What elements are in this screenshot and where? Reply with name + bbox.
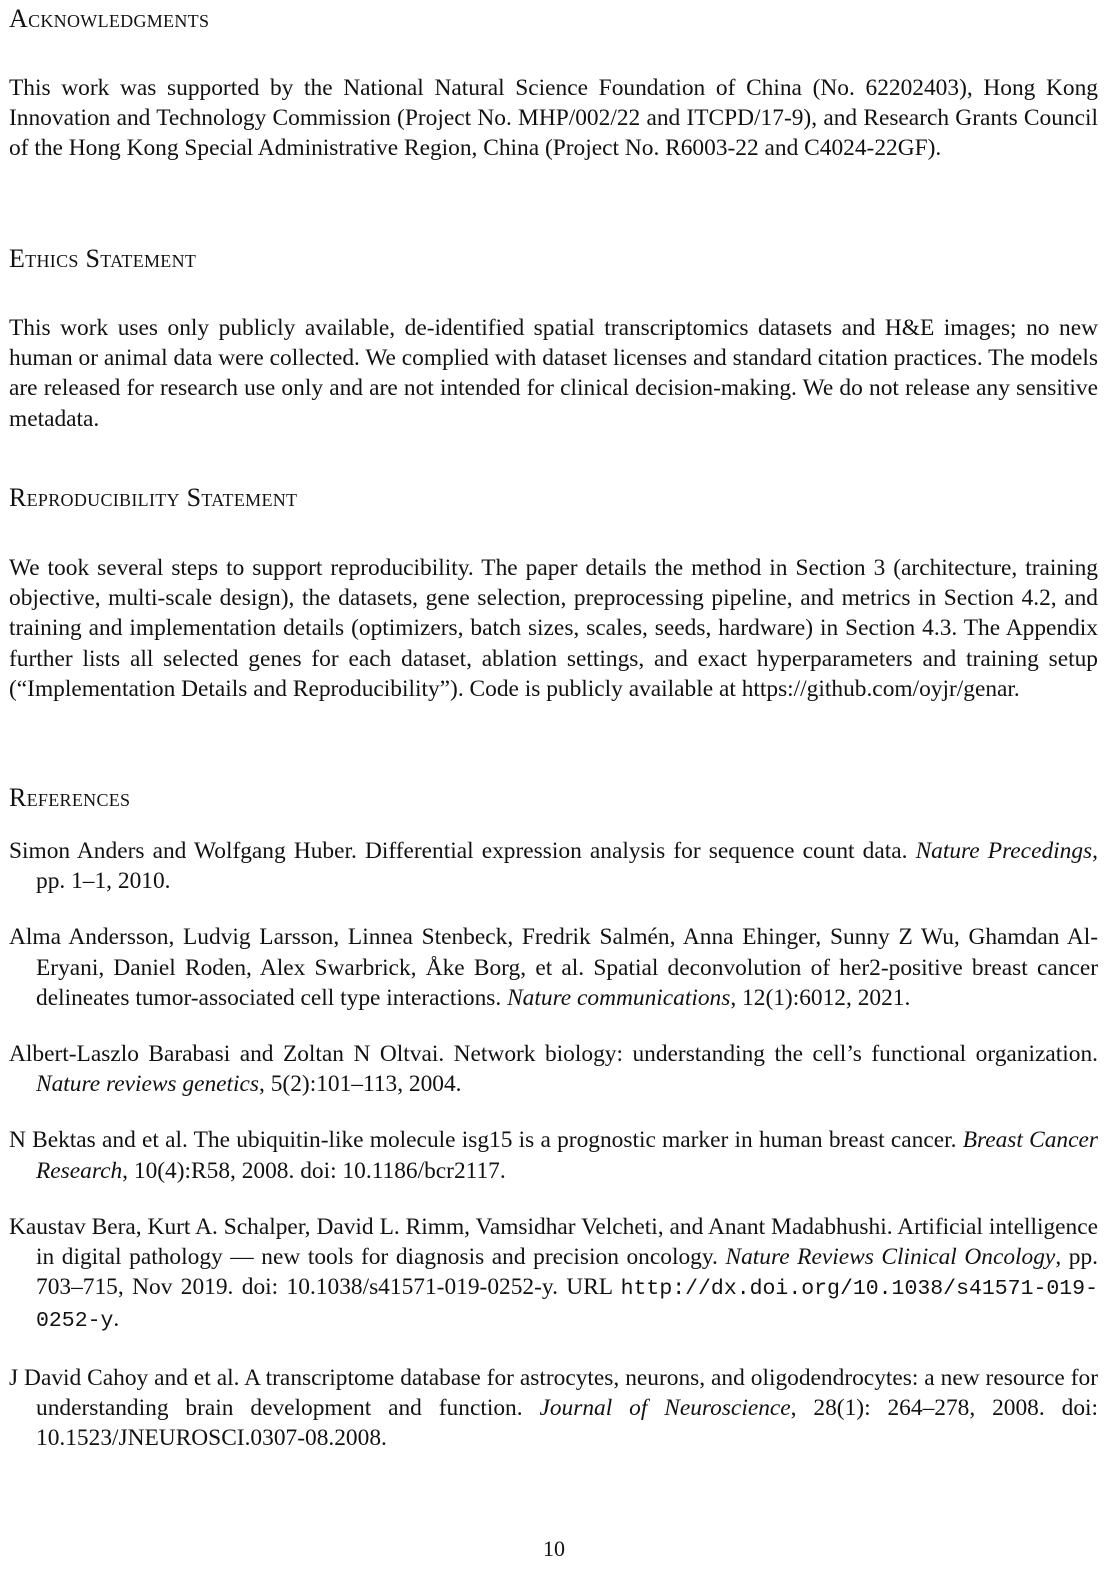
reference-authors-title: J David Cahoy and et al. A transcriptome database for astrocytes, neurons, and oligodendrocytes: a new resource for understanding brain development and function. [9,1364,1098,1421]
reference-url-link[interactable]: http://dx.doi.org/10.1038/s41571-019-0252-y [36,1277,1098,1334]
reproducibility-statement-paragraph: We took several steps to support reproducibility. The paper details the method in Section 3 (architecture, training objective, multi-scale design), the datasets, gene selection, preprocessing pipeline, and metrics in Section 4.2, and training and implementation details (optimizers, batch sizes, scales, seeds, hardware) in Section 4.3. The Appendix further lists all selected genes for each dataset, ablation settings, and exact hyperparameters and training setup (“Implementation Details and Reproducibility”). Code is publicly available at https://github.com/oyjr/genar. [9,555,1098,702]
reference-tail: . [113,1306,120,1333]
reference-details: , 28(1): 264–278, 2008. doi: 10.1523/JNEUROSCI.0307-08.2008. [36,1394,1099,1452]
reference-item [9,1039,1098,1099]
reference-details: , 12(1):6012, 2021. [730,984,911,1011]
reference-item [9,836,1098,896]
references-heading: References [9,783,131,812]
reference-item [9,1363,1098,1454]
ethics-statement-paragraph: This work uses only publicly available, de-identified spatial transcriptomics datasets and H&E images; no new human or animal data were collected. We complied with dataset licenses and standard citation practices. The models are released for research use only and are not intended for clinical decision-making. We do not release any sensitive metadata. [9,315,1098,432]
acknowledgments-heading: Acknowledgments [9,4,210,33]
reference-details: , 5(2):101–113, 2004. [259,1071,462,1098]
reference-venue: Journal of Neuroscience [539,1394,791,1421]
reproducibility-statement-heading: Reproducibility Statement [9,483,298,512]
ethics-statement-heading: Ethics Statement [9,244,197,273]
reference-details: , pp. 1–1, 2010. [36,838,1098,895]
reference-authors-title: N Bektas and et al. The ubiquitin-like molecule isg15 is a prognostic marker in human breast cancer. [9,1127,963,1154]
page-number: 10 [543,1536,565,1561]
reference-authors-title: Simon Anders and Wolfgang Huber. Differential expression analysis for sequence count data. [9,838,916,864]
reference-details: , pp. 703–715, Nov 2019. doi: 10.1038/s41571-019-0252-y. URL [36,1244,1098,1301]
reference-venue: Breast Cancer Research [36,1127,1098,1184]
acknowledgments-paragraph: This work was supported by the National Natural Science Foundation of China (No. 62202403), Hong Kong Innovation and Technology Commission (Project No. MHP/002/22 and ITCPD/17-9), and Research Grants Council of the Hong Kong Special Administrative Region, China (Project No. R6003-22 and C4024-22GF). [9,75,1098,162]
reference-venue: Nature reviews genetics [36,1071,260,1098]
reference-venue: Nature Reviews Clinical Oncology [725,1244,1056,1271]
reference-item [9,1212,1098,1337]
reference-venue: Nature Precedings [915,838,1093,864]
reference-item [9,922,1098,1013]
reference-list [9,836,1098,1479]
reference-authors-title: Kaustav Bera, Kurt A. Schalper, David L. Rimm, Vamsidhar Velcheti, and Anant Madabhushi. Artificial intelligence in digital pathology — new tools for diagnosis and precision oncology. [9,1213,1098,1271]
reference-details: , 10(4):R58, 2008. doi: 10.1186/bcr2117. [122,1157,506,1184]
reference-venue: Nature communications [507,984,731,1011]
reference-item [9,1125,1098,1185]
reference-authors-title: Alma Andersson, Ludvig Larsson, Linnea Stenbeck, Fredrik Salmén, Anna Ehinger, Sunny Z Wu, Ghamdan Al-Eryani, Daniel Roden, Alex Swarbrick, Åke Borg, et al. Spatial deconvolution of her2-positive breast cancer delineates tumor-associated cell type interactions. [9,924,1098,1011]
reference-authors-title: Albert-Laszlo Barabasi and Zoltan N Oltvai. Network biology: understanding the cell’s functional organization. [9,1041,1098,1068]
